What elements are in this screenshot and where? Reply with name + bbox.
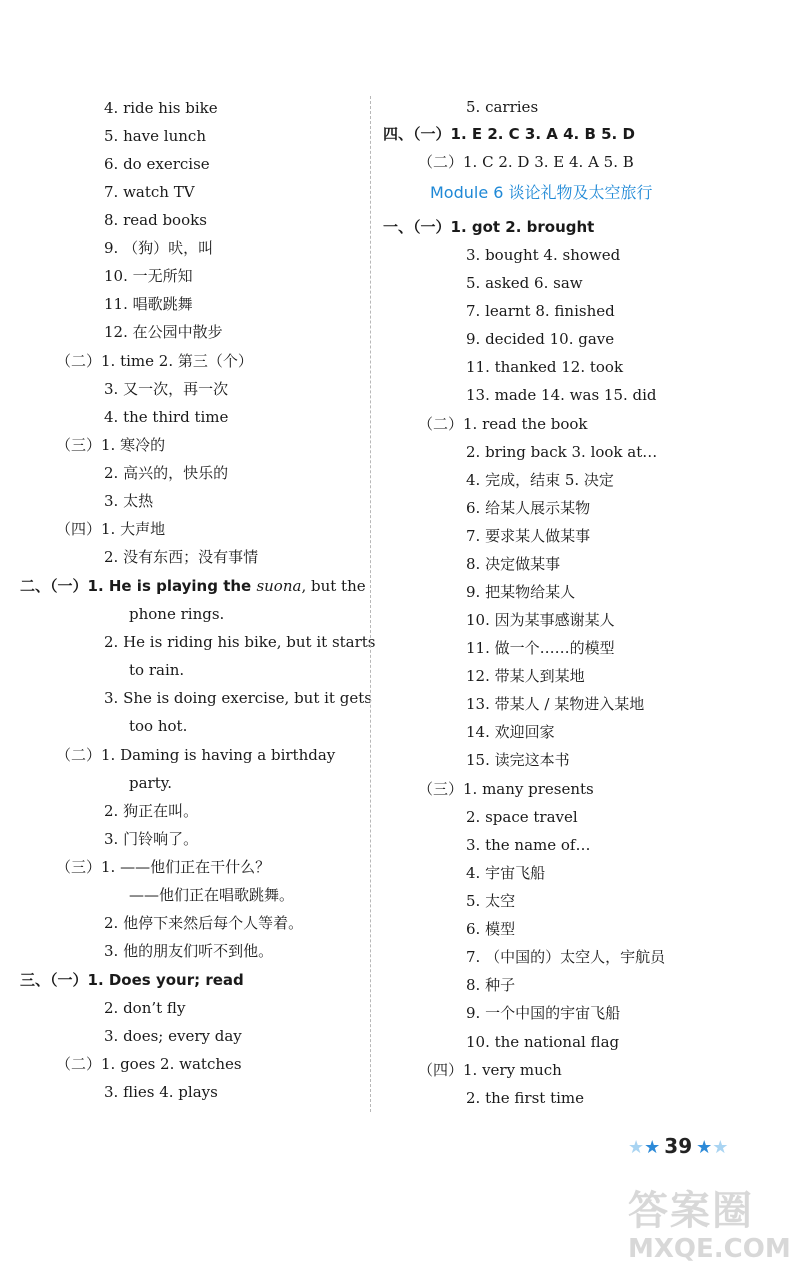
answer-line: （二）1. goes 2. watches xyxy=(56,1055,242,1073)
page-number xyxy=(628,1134,728,1158)
module-title: Module 6 谈论礼物及太空旅行 xyxy=(430,183,653,202)
section-prefix: 二、（一）1. He is playing the xyxy=(20,577,257,595)
answer-line: 6. do exercise xyxy=(104,155,210,173)
answer-line: 2. 没有东西；没有事情 xyxy=(104,548,259,566)
watermark-url: MXQE.COM xyxy=(628,1234,791,1264)
answer-line: 4. ride his bike xyxy=(104,99,218,117)
star-icon: ★ xyxy=(712,1137,729,1158)
answer-line: 9. （狗）吠，叫 xyxy=(104,239,214,257)
answer-line: （二）1. read the book xyxy=(418,415,588,433)
answer-line: 四、（一）1. E 2. C 3. A 4. B 5. D xyxy=(383,125,635,143)
answer-line: 14. 欢迎回家 xyxy=(466,723,555,741)
answer-line: 11. thanked 12. took xyxy=(466,358,624,376)
answer-line: （二）1. Daming is having a birthday xyxy=(56,746,336,764)
answer-line: （三）1. 寒冷的 xyxy=(56,436,166,454)
answer-line: to rain. xyxy=(129,661,185,679)
answer-line: 5. asked 6. saw xyxy=(466,274,583,292)
answer-line: 2. bring back 3. look at… xyxy=(466,443,658,461)
answer-line: 一、（一）1. got 2. brought xyxy=(383,218,595,236)
answer-line: 3. does; every day xyxy=(104,1027,242,1045)
answer-line: 5. have lunch xyxy=(104,127,206,145)
answer-line: （三）1. ——他们正在干什么？ xyxy=(56,858,271,876)
answer-line: （二）1. time 2. 第三（个） xyxy=(56,352,253,370)
answer-line: 3. 门铃响了。 xyxy=(104,830,199,848)
answer-line: 3. 他的朋友们听不到他。 xyxy=(104,942,274,960)
italic-term: suona xyxy=(256,577,302,595)
answer-text: , but the xyxy=(301,577,366,595)
answer-line: 2. He is riding his bike, but it starts xyxy=(104,633,376,651)
answer-line: 8. 种子 xyxy=(466,976,516,994)
answer-line: 10. 因为某事感谢某人 xyxy=(466,611,615,629)
answer-line: 6. 模型 xyxy=(466,920,516,938)
answer-line: 3. 太热 xyxy=(104,492,154,510)
watermark-logo: 答案圈 xyxy=(628,1188,754,1234)
answer-line: 6. 给某人展示某物 xyxy=(466,499,591,517)
answer-line: 11. 唱歌跳舞 xyxy=(104,295,193,313)
answer-line: 2. space travel xyxy=(466,808,578,826)
answer-line: 3. She is doing exercise, but it gets xyxy=(104,689,372,707)
star-icon: ★ xyxy=(628,1137,645,1158)
answer-line: 5. carries xyxy=(466,98,539,116)
answer-line: 3. flies 4. plays xyxy=(104,1083,218,1101)
answer-line: 13. 带某人 / 某物进入某地 xyxy=(466,695,645,713)
watermark xyxy=(628,1188,798,1274)
answer-line: 3. the name of… xyxy=(466,836,591,854)
answer-line: 2. 高兴的，快乐的 xyxy=(104,464,229,482)
answer-line: 9. decided 10. gave xyxy=(466,330,615,348)
answer-line: 4. 完成，结束 5. 决定 xyxy=(466,471,614,489)
answer-line: 13. made 14. was 15. did xyxy=(466,386,657,404)
answer-line: 5. 太空 xyxy=(466,892,516,910)
answer-line: 3. bought 4. showed xyxy=(466,246,621,264)
star-icon: ★ xyxy=(644,1137,661,1158)
answer-line: （二）1. C 2. D 3. E 4. A 5. B xyxy=(418,153,634,171)
answer-line: 15. 读完这本书 xyxy=(466,751,570,769)
column-divider xyxy=(370,96,371,1112)
answer-line: 7. watch TV xyxy=(104,183,195,201)
answer-line: （四）1. very much xyxy=(418,1061,562,1079)
answer-line: （三）1. many presents xyxy=(418,780,594,798)
answer-line: phone rings. xyxy=(129,605,225,623)
answer-line: 8. 决定做某事 xyxy=(466,555,561,573)
answer-line: party. xyxy=(129,774,172,792)
answer-line: 4. 宇宙飞船 xyxy=(466,864,546,882)
page-number-value: 39 xyxy=(664,1134,693,1158)
answer-line: 10. 一无所知 xyxy=(104,267,193,285)
answer-line: 4. the third time xyxy=(104,408,229,426)
answer-line: 2. 狗正在叫。 xyxy=(104,802,199,820)
answer-line: 2. the first time xyxy=(466,1089,585,1107)
answer-line: （四）1. 大声地 xyxy=(56,520,166,538)
answer-line: 7. learnt 8. finished xyxy=(466,302,615,320)
answer-line: 三、（一）1. Does your; read xyxy=(20,971,244,989)
answer-line xyxy=(20,576,366,596)
answer-line: 2. don’t fly xyxy=(104,999,186,1017)
answer-line: 7. （中国的）太空人，宇航员 xyxy=(466,948,666,966)
answer-line: 12. 在公园中散步 xyxy=(104,323,223,341)
answer-line: 8. read books xyxy=(104,211,207,229)
answer-line: 2. 他停下来然后每个人等着。 xyxy=(104,914,304,932)
star-icon: ★ xyxy=(696,1137,713,1158)
answer-line: ——他们正在唱歌跳舞。 xyxy=(129,886,295,904)
answer-line: 7. 要求某人做某事 xyxy=(466,527,591,545)
answer-line: 9. 一个中国的宇宙飞船 xyxy=(466,1004,621,1022)
answer-line: too hot. xyxy=(129,717,188,735)
answer-line: 12. 带某人到某地 xyxy=(466,667,585,685)
answer-line: 10. the national flag xyxy=(466,1033,620,1051)
answer-line: 3. 又一次，再一次 xyxy=(104,380,229,398)
answer-line: 11. 做一个……的模型 xyxy=(466,639,615,657)
answer-line: 9. 把某物给某人 xyxy=(466,583,576,601)
